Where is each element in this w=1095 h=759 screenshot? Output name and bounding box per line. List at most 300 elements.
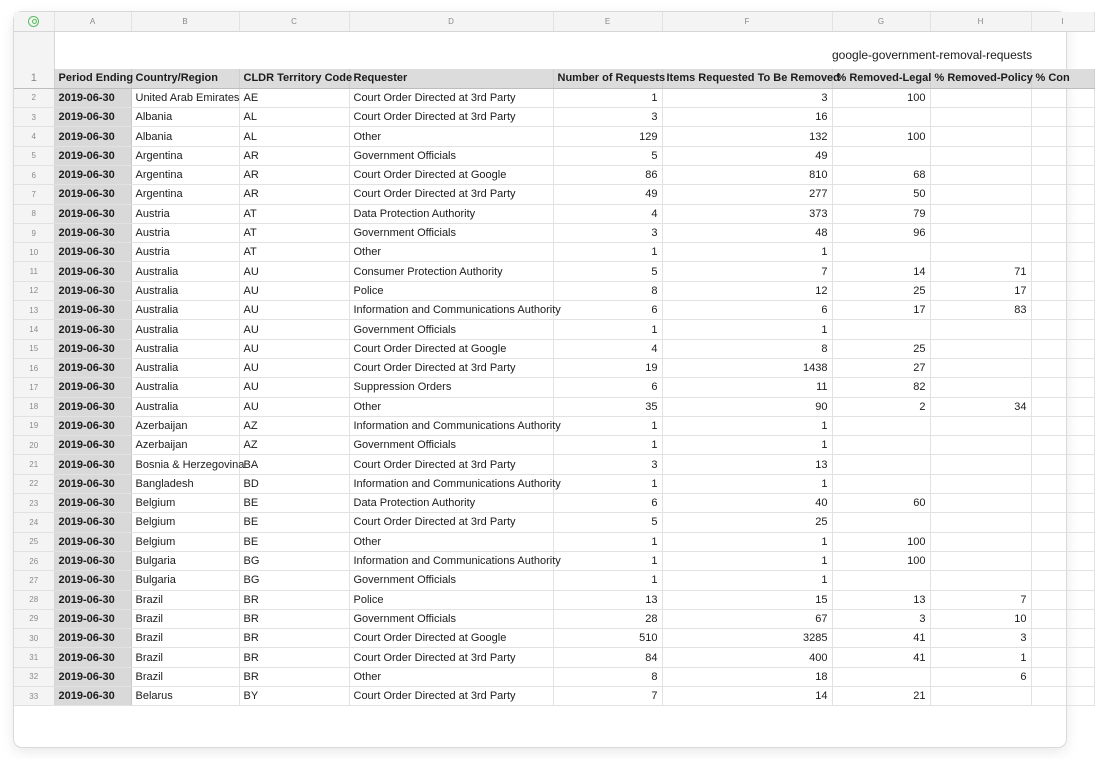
cell[interactable] (832, 146, 930, 165)
cell[interactable]: 2019-06-30 (54, 513, 131, 532)
cell[interactable] (1031, 301, 1094, 320)
cell[interactable]: 6 (553, 301, 662, 320)
cell[interactable]: 2019-06-30 (54, 667, 131, 686)
cell[interactable]: 50 (832, 185, 930, 204)
cell[interactable]: 277 (662, 185, 832, 204)
cell[interactable] (1031, 416, 1094, 435)
cell[interactable]: 1438 (662, 358, 832, 377)
row-number[interactable]: 27 (14, 571, 54, 590)
cell[interactable]: 40 (662, 494, 832, 513)
cell[interactable]: AE (239, 88, 349, 107)
cell[interactable] (930, 146, 1031, 165)
cell[interactable]: Court Order Directed at Google (349, 629, 553, 648)
cell[interactable] (832, 455, 930, 474)
cell[interactable] (1031, 494, 1094, 513)
cell[interactable]: Police (349, 281, 553, 300)
cell[interactable] (1031, 281, 1094, 300)
cell[interactable]: Australia (131, 397, 239, 416)
row-number[interactable]: 12 (14, 281, 54, 300)
cell[interactable] (832, 108, 930, 127)
row-number[interactable]: 23 (14, 494, 54, 513)
cell[interactable]: 2019-06-30 (54, 590, 131, 609)
cell[interactable]: 1 (662, 474, 832, 493)
cell[interactable] (930, 436, 1031, 455)
cell[interactable] (1031, 648, 1094, 667)
cell[interactable] (930, 513, 1031, 532)
cell[interactable] (1031, 243, 1094, 262)
cell[interactable]: 41 (832, 648, 930, 667)
cell[interactable]: 17 (930, 281, 1031, 300)
row-number[interactable]: 19 (14, 416, 54, 435)
row-number[interactable]: 6 (14, 165, 54, 184)
cell[interactable]: Court Order Directed at 3rd Party (349, 108, 553, 127)
cell[interactable]: 2019-06-30 (54, 127, 131, 146)
cell[interactable]: 34 (930, 397, 1031, 416)
cell[interactable]: Suppression Orders (349, 378, 553, 397)
cell[interactable]: 132 (662, 127, 832, 146)
cell[interactable] (1031, 88, 1094, 107)
row-number[interactable]: 13 (14, 301, 54, 320)
cell[interactable]: 2019-06-30 (54, 204, 131, 223)
cell[interactable]: Court Order Directed at 3rd Party (349, 687, 553, 706)
cell[interactable] (832, 320, 930, 339)
column-header-4[interactable]: E (553, 12, 662, 31)
cell[interactable]: 71 (930, 262, 1031, 281)
column-header-1[interactable]: B (131, 12, 239, 31)
cell[interactable]: 2019-06-30 (54, 416, 131, 435)
cell[interactable]: 25 (832, 281, 930, 300)
cell[interactable]: 8 (553, 667, 662, 686)
cell[interactable]: 8 (662, 339, 832, 358)
column-header-2[interactable]: C (239, 12, 349, 31)
cell[interactable]: Albania (131, 108, 239, 127)
cell[interactable]: 12 (662, 281, 832, 300)
cell[interactable] (930, 243, 1031, 262)
cell[interactable]: 86 (553, 165, 662, 184)
cell[interactable]: Government Officials (349, 609, 553, 628)
cell[interactable]: 13 (832, 590, 930, 609)
cell[interactable]: 25 (662, 513, 832, 532)
cell[interactable]: Court Order Directed at 3rd Party (349, 648, 553, 667)
row-number[interactable]: 11 (14, 262, 54, 281)
cell[interactable]: Court Order Directed at 3rd Party (349, 513, 553, 532)
cell[interactable]: AT (239, 223, 349, 242)
cell[interactable]: 41 (832, 629, 930, 648)
cell[interactable] (1031, 551, 1094, 570)
cell[interactable] (930, 551, 1031, 570)
cell[interactable]: 100 (832, 551, 930, 570)
cell[interactable]: 2019-06-30 (54, 281, 131, 300)
row-number[interactable]: 10 (14, 243, 54, 262)
cell[interactable]: 6 (662, 301, 832, 320)
row-number[interactable]: 15 (14, 339, 54, 358)
cell[interactable]: Government Officials (349, 223, 553, 242)
cell[interactable]: Other (349, 667, 553, 686)
cell[interactable]: Court Order Directed at 3rd Party (349, 185, 553, 204)
cell[interactable] (930, 358, 1031, 377)
cell[interactable]: 49 (662, 146, 832, 165)
column-header-7[interactable]: H (930, 12, 1031, 31)
cell[interactable]: 2019-06-30 (54, 687, 131, 706)
cell[interactable] (930, 88, 1031, 107)
cell[interactable]: AU (239, 301, 349, 320)
cell[interactable] (930, 532, 1031, 551)
column-header-5[interactable]: F (662, 12, 832, 31)
cell[interactable]: 79 (832, 204, 930, 223)
cell[interactable]: BA (239, 455, 349, 474)
cell[interactable]: 3 (930, 629, 1031, 648)
cell[interactable]: Austria (131, 243, 239, 262)
column-header-8[interactable]: I (1031, 12, 1094, 31)
cell[interactable]: 1 (662, 551, 832, 570)
cell[interactable] (1031, 358, 1094, 377)
row-number[interactable]: 30 (14, 629, 54, 648)
cell[interactable]: Argentina (131, 165, 239, 184)
row-number[interactable]: 21 (14, 455, 54, 474)
cell[interactable]: 1 (662, 571, 832, 590)
cell[interactable]: Brazil (131, 609, 239, 628)
row-number[interactable]: 7 (14, 185, 54, 204)
cell[interactable]: 2019-06-30 (54, 301, 131, 320)
row-number[interactable]: 14 (14, 320, 54, 339)
cell[interactable]: Government Officials (349, 571, 553, 590)
cell[interactable]: 3 (662, 88, 832, 107)
cell[interactable]: 11 (662, 378, 832, 397)
cell[interactable]: 90 (662, 397, 832, 416)
cell[interactable] (1031, 127, 1094, 146)
header-cell[interactable]: Requester (349, 69, 553, 88)
cell[interactable] (930, 320, 1031, 339)
cell[interactable]: 19 (553, 358, 662, 377)
cell[interactable]: 14 (662, 687, 832, 706)
cell[interactable]: 5 (553, 513, 662, 532)
cell[interactable] (930, 416, 1031, 435)
cell[interactable]: Argentina (131, 185, 239, 204)
cell[interactable] (832, 416, 930, 435)
cell[interactable]: Australia (131, 339, 239, 358)
cell[interactable]: 2019-06-30 (54, 320, 131, 339)
row-number[interactable]: 17 (14, 378, 54, 397)
cell[interactable]: 21 (832, 687, 930, 706)
cell[interactable]: 1 (662, 416, 832, 435)
cell[interactable]: 96 (832, 223, 930, 242)
header-cell[interactable]: Items Requested To Be Removed (662, 69, 832, 88)
cell[interactable]: 83 (930, 301, 1031, 320)
cell[interactable]: 100 (832, 88, 930, 107)
cell[interactable]: BE (239, 494, 349, 513)
cell[interactable] (1031, 667, 1094, 686)
row-number[interactable]: 22 (14, 474, 54, 493)
cell[interactable]: Government Officials (349, 436, 553, 455)
cell[interactable]: AU (239, 397, 349, 416)
cell[interactable]: 100 (832, 532, 930, 551)
cell[interactable]: Azerbaijan (131, 416, 239, 435)
cell[interactable] (930, 127, 1031, 146)
cell[interactable]: 2019-06-30 (54, 494, 131, 513)
cell[interactable]: 1 (662, 532, 832, 551)
cell[interactable]: 2019-06-30 (54, 532, 131, 551)
cell[interactable]: 4 (553, 204, 662, 223)
cell[interactable] (1031, 204, 1094, 223)
cell[interactable]: BE (239, 513, 349, 532)
cell[interactable]: AZ (239, 416, 349, 435)
cell[interactable]: BG (239, 571, 349, 590)
row-number[interactable]: 8 (14, 204, 54, 223)
cell[interactable]: 2019-06-30 (54, 358, 131, 377)
cell[interactable]: 6 (553, 494, 662, 513)
cell[interactable]: 84 (553, 648, 662, 667)
cell[interactable]: BR (239, 629, 349, 648)
row-number[interactable]: 33 (14, 687, 54, 706)
cell[interactable]: AU (239, 339, 349, 358)
cell[interactable] (1031, 339, 1094, 358)
cell[interactable]: Brazil (131, 648, 239, 667)
header-cell[interactable]: Period Ending (54, 69, 131, 88)
row-number[interactable]: 26 (14, 551, 54, 570)
row-number[interactable]: 1 (14, 69, 54, 88)
cell[interactable]: 1 (553, 416, 662, 435)
cell[interactable]: 7 (553, 687, 662, 706)
cell[interactable]: 2019-06-30 (54, 609, 131, 628)
cell[interactable]: Brazil (131, 590, 239, 609)
cell[interactable] (930, 474, 1031, 493)
column-header-0[interactable]: A (54, 12, 131, 31)
cell[interactable]: Other (349, 532, 553, 551)
cell[interactable] (930, 204, 1031, 223)
cell[interactable]: 1 (553, 571, 662, 590)
cell[interactable]: Court Order Directed at 3rd Party (349, 455, 553, 474)
cell[interactable] (1031, 474, 1094, 493)
cell[interactable]: 35 (553, 397, 662, 416)
cell[interactable] (1031, 320, 1094, 339)
cell[interactable]: 13 (662, 455, 832, 474)
cell[interactable]: 2019-06-30 (54, 108, 131, 127)
cell[interactable]: 2019-06-30 (54, 262, 131, 281)
cell[interactable]: 8 (553, 281, 662, 300)
cell[interactable]: 15 (662, 590, 832, 609)
cell[interactable]: AU (239, 378, 349, 397)
cell[interactable]: 2019-06-30 (54, 436, 131, 455)
cell[interactable]: AU (239, 262, 349, 281)
cell[interactable]: 1 (553, 551, 662, 570)
cell[interactable]: BR (239, 667, 349, 686)
cell[interactable]: 1 (553, 474, 662, 493)
cell[interactable]: 4 (553, 339, 662, 358)
cell[interactable]: AT (239, 204, 349, 223)
select-all-corner[interactable] (14, 12, 54, 31)
cell[interactable] (832, 513, 930, 532)
cell[interactable] (1031, 590, 1094, 609)
row-number[interactable]: 24 (14, 513, 54, 532)
cell[interactable]: 7 (930, 590, 1031, 609)
cell[interactable] (930, 223, 1031, 242)
cell[interactable]: 2019-06-30 (54, 551, 131, 570)
cell[interactable]: 2019-06-30 (54, 243, 131, 262)
cell[interactable]: 510 (553, 629, 662, 648)
header-cell[interactable]: Number of Requests (553, 69, 662, 88)
cell[interactable]: Bulgaria (131, 551, 239, 570)
cell[interactable]: 3 (832, 609, 930, 628)
cell[interactable]: AR (239, 146, 349, 165)
cell[interactable]: 2019-06-30 (54, 474, 131, 493)
cell[interactable]: Police (349, 590, 553, 609)
header-cell[interactable]: % Removed-Policy (930, 69, 1031, 88)
cell[interactable]: 3 (553, 108, 662, 127)
cell[interactable] (930, 378, 1031, 397)
cell[interactable]: 48 (662, 223, 832, 242)
cell[interactable]: Belgium (131, 494, 239, 513)
cell[interactable]: Court Order Directed at Google (349, 339, 553, 358)
row-number[interactable]: 20 (14, 436, 54, 455)
row-number[interactable]: 16 (14, 358, 54, 377)
cell[interactable]: Australia (131, 378, 239, 397)
cell[interactable] (1031, 146, 1094, 165)
cell[interactable]: 14 (832, 262, 930, 281)
cell[interactable]: 25 (832, 339, 930, 358)
cell[interactable]: 373 (662, 204, 832, 223)
cell[interactable]: 2019-06-30 (54, 629, 131, 648)
cell[interactable]: 1 (553, 243, 662, 262)
cell[interactable]: Court Order Directed at Google (349, 165, 553, 184)
column-header-3[interactable]: D (349, 12, 553, 31)
cell[interactable]: 1 (662, 320, 832, 339)
cell[interactable]: BR (239, 648, 349, 667)
cell[interactable]: AU (239, 358, 349, 377)
row-number[interactable]: 25 (14, 532, 54, 551)
cell[interactable]: AT (239, 243, 349, 262)
cell[interactable] (1031, 397, 1094, 416)
cell[interactable] (832, 436, 930, 455)
cell[interactable]: 10 (930, 609, 1031, 628)
cell[interactable] (930, 185, 1031, 204)
cell[interactable]: 1 (662, 243, 832, 262)
cell[interactable]: 1 (553, 436, 662, 455)
cell[interactable]: 27 (832, 358, 930, 377)
row-number[interactable]: 4 (14, 127, 54, 146)
cell[interactable]: BR (239, 609, 349, 628)
cell[interactable] (1031, 609, 1094, 628)
cell[interactable]: 2019-06-30 (54, 185, 131, 204)
cell[interactable]: Belarus (131, 687, 239, 706)
header-cell[interactable]: % Con (1031, 69, 1094, 88)
row-number[interactable]: 29 (14, 609, 54, 628)
cell[interactable]: 2019-06-30 (54, 165, 131, 184)
cell[interactable]: Other (349, 127, 553, 146)
cell[interactable]: 400 (662, 648, 832, 667)
cell[interactable]: Information and Communications Authority (349, 301, 553, 320)
cell[interactable]: Australia (131, 358, 239, 377)
cell[interactable]: 1 (553, 88, 662, 107)
cell[interactable]: BD (239, 474, 349, 493)
cell[interactable] (1031, 223, 1094, 242)
cell[interactable]: 6 (553, 378, 662, 397)
cell[interactable] (1031, 571, 1094, 590)
cell[interactable]: Austria (131, 204, 239, 223)
cell[interactable]: Consumer Protection Authority (349, 262, 553, 281)
cell[interactable]: Bosnia & Herzegovina (131, 455, 239, 474)
header-cell[interactable]: Country/Region (131, 69, 239, 88)
row-number[interactable]: 9 (14, 223, 54, 242)
cell[interactable]: Albania (131, 127, 239, 146)
cell[interactable]: Government Officials (349, 146, 553, 165)
cell[interactable] (930, 571, 1031, 590)
cell[interactable] (1031, 378, 1094, 397)
cell[interactable]: BG (239, 551, 349, 570)
cell[interactable]: 28 (553, 609, 662, 628)
cell[interactable] (832, 667, 930, 686)
row-number[interactable]: 5 (14, 146, 54, 165)
cell[interactable]: Other (349, 397, 553, 416)
cell[interactable]: 2019-06-30 (54, 378, 131, 397)
cell[interactable]: 5 (553, 146, 662, 165)
row-number[interactable]: 3 (14, 108, 54, 127)
cell[interactable]: Brazil (131, 629, 239, 648)
cell[interactable] (930, 339, 1031, 358)
cell[interactable]: 60 (832, 494, 930, 513)
cell[interactable] (930, 165, 1031, 184)
cell[interactable]: 49 (553, 185, 662, 204)
cell[interactable]: Data Protection Authority (349, 494, 553, 513)
cell[interactable]: 1 (930, 648, 1031, 667)
cell[interactable]: 100 (832, 127, 930, 146)
cell[interactable]: 810 (662, 165, 832, 184)
cell[interactable]: 1 (662, 436, 832, 455)
cell[interactable]: Bulgaria (131, 571, 239, 590)
cell[interactable] (930, 687, 1031, 706)
row-number[interactable]: 18 (14, 397, 54, 416)
cell[interactable]: 129 (553, 127, 662, 146)
cell[interactable]: AL (239, 127, 349, 146)
cell[interactable]: 5 (553, 262, 662, 281)
cell[interactable]: Court Order Directed at 3rd Party (349, 358, 553, 377)
cell[interactable] (1031, 185, 1094, 204)
column-header-6[interactable]: G (832, 12, 930, 31)
cell[interactable]: 16 (662, 108, 832, 127)
row-number[interactable]: 28 (14, 590, 54, 609)
cell[interactable]: Australia (131, 301, 239, 320)
cell[interactable]: 2019-06-30 (54, 648, 131, 667)
cell[interactable]: Azerbaijan (131, 436, 239, 455)
cell[interactable]: Brazil (131, 667, 239, 686)
cell[interactable] (1031, 532, 1094, 551)
cell[interactable]: AU (239, 281, 349, 300)
cell[interactable]: 2019-06-30 (54, 88, 131, 107)
cell[interactable] (1031, 436, 1094, 455)
cell[interactable]: 82 (832, 378, 930, 397)
cell[interactable]: United Arab Emirates (131, 88, 239, 107)
cell[interactable]: 17 (832, 301, 930, 320)
cell[interactable] (832, 474, 930, 493)
cell[interactable] (1031, 513, 1094, 532)
cell[interactable] (1031, 262, 1094, 281)
cell[interactable]: 2019-06-30 (54, 397, 131, 416)
cell[interactable]: Bangladesh (131, 474, 239, 493)
cell[interactable] (930, 494, 1031, 513)
header-cell[interactable]: % Removed-Legal (832, 69, 930, 88)
cell[interactable]: Information and Communications Authority (349, 474, 553, 493)
cell[interactable]: Data Protection Authority (349, 204, 553, 223)
cell[interactable]: 6 (930, 667, 1031, 686)
cell[interactable]: Other (349, 243, 553, 262)
cell[interactable]: 3 (553, 455, 662, 474)
cell[interactable]: Information and Communications Authority (349, 416, 553, 435)
cell[interactable]: Court Order Directed at 3rd Party (349, 88, 553, 107)
cell[interactable] (1031, 455, 1094, 474)
cell[interactable]: 2019-06-30 (54, 455, 131, 474)
cell[interactable]: 2019-06-30 (54, 223, 131, 242)
cell[interactable]: 13 (553, 590, 662, 609)
cell[interactable]: 2019-06-30 (54, 571, 131, 590)
